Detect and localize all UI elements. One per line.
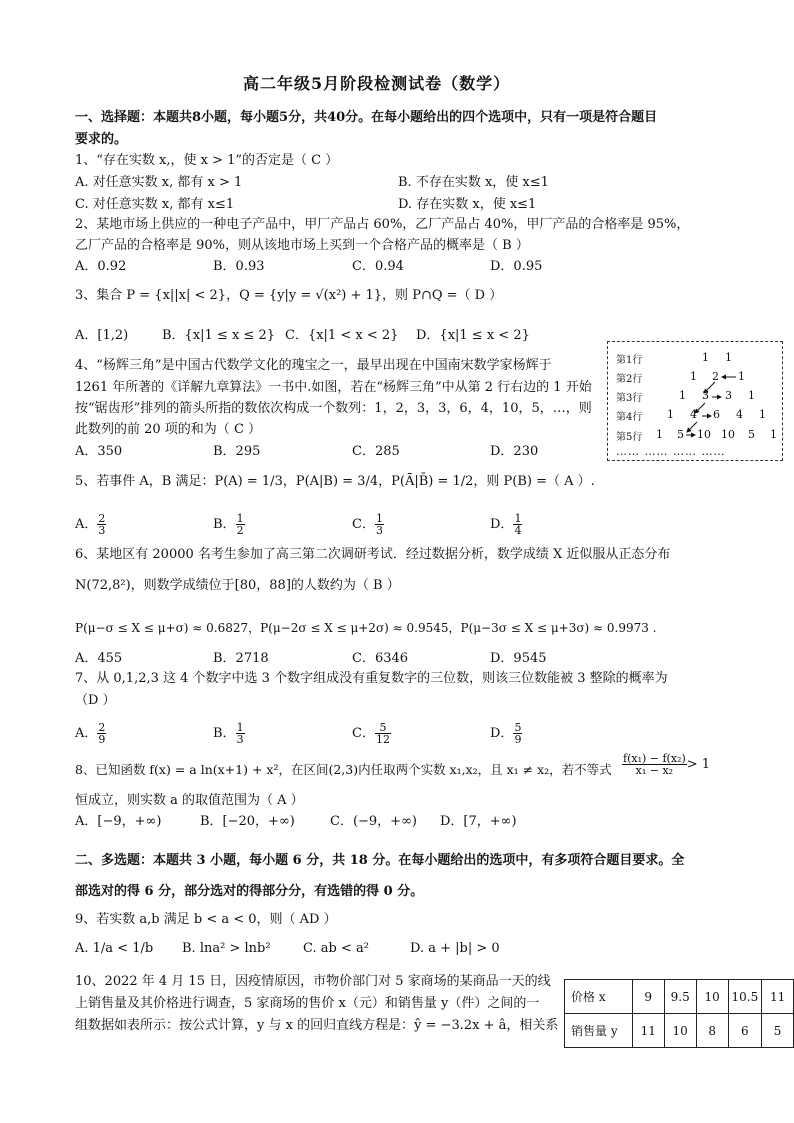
denominator: 3 [375,524,383,537]
q9-option-a: A. 1/a < 1/b [75,941,154,956]
q9-stem: 9、若实数 a,b 满足 b < a < 0，则（ AD ） [75,912,337,927]
q3-option-d: D．{x|1 ≤ x < 2} [416,328,530,343]
section2-heading-cont: 部选对的得 6 分，部分选对的得部分分，有选错的得 0 分。 [75,884,424,899]
q4-option-d: D．230 [490,444,539,459]
q5-stem: 5、若事件 A，B 满足：P(A) = 1/3，P(A|B) = 3/4，P(Ā|B̄) = 1/2，则 P(B) =（ A ）. [75,474,595,489]
row-label: 第1行 [616,355,643,366]
q8-option-b: B．[−20，+∞) [200,814,295,829]
triangle-cell: 1 [738,370,745,383]
q1-option-b: B. 不存在实数 x，使 x≤1 [398,175,549,190]
q3-stem: 3、集合 P = {x||x| < 2}，Q = {y|y = √(x²) + 1}，则 P∩Q =（ D ） [75,288,503,303]
triangle-cell: 1 [690,370,697,383]
option-label: B． [213,517,236,532]
option-label: D． [490,517,514,532]
q8-option-c: C．(−9，+∞) [330,814,417,829]
denominator: 4 [514,524,522,537]
triangle-cell: 5 [677,428,684,441]
fraction [375,722,391,745]
q6-stem-line1: 6、某地区有 20000 名考生参加了高三第二次调研考试．经过数据分析，数学成绩 X 近似服从正态分布 [75,547,671,562]
fraction [236,722,245,745]
q7-stem-line2: （D ） [75,693,116,708]
q3-option-c: C．{x|1 < x < 2} [285,328,399,343]
denominator: 9 [514,733,522,746]
denominator: 3 [98,524,106,537]
option-label: A． [75,726,98,741]
triangle-cell: 5 [748,428,755,441]
denominator: 9 [98,733,106,746]
q5-option-c [352,513,384,536]
triangle-cell: 10 [721,428,735,441]
table-cell: 11 [632,1014,664,1048]
triangle-cell: 1 [759,408,766,421]
denominator: 12 [375,733,390,746]
table-cell: 11 [762,980,794,1014]
table-cell: 10 [664,1014,696,1048]
triangle-cell: 4 [736,408,743,421]
q6-option-a: A．455 [75,651,123,666]
q5-option-d [490,513,522,536]
q1-option-d: D. 存在实数 x，使 x≤1 [398,197,537,212]
fraction [97,722,106,745]
q2-stem-line2: 乙厂产品的合格率是 90%，则从该地市场上买到一个合格产品的概率是（ B ） [75,238,529,253]
triangle-cell: 1 [667,408,674,421]
q2-stem-line1: 2、某地市场上供应的一种电子产品中，甲厂产品占 60%，乙厂产品占 40%，甲厂产品的合格率是 95%， [75,217,690,232]
triangle-cell: 4 [690,408,697,421]
q9-option-c: C. ab < a² [303,941,369,956]
option-label: D． [490,726,514,741]
q10-stem-line1: 10、2022 年 4 月 15 日，因疫情原因，市物价部门对 5 家商场的某商品一天的线 [75,974,551,989]
option-label: A． [75,517,98,532]
triangle-cell: 1 [702,351,709,364]
triangle-cell: 1 [748,389,755,402]
denominator: x₁ − x₂ [635,764,674,777]
numerator: 1 [236,512,244,525]
fraction [97,513,106,536]
q1-option-c: C. 对任意实数 x, 都有 x≤1 [75,197,235,212]
numerator: f(x₁) − f(x₂) [623,752,686,765]
q5-option-a [75,513,106,536]
page-title: 高二年级5月阶段检测试卷（数学） [243,74,511,93]
q10-stem-line2: 上销售量及其价格进行调查，5 家商场的售价 x（元）和销售量 y（件）之间的一 [75,996,540,1011]
table-cell: 10.5 [728,980,762,1014]
q4-stem-line4: 此数列的前 20 项的和为（ C ） [75,422,262,437]
table-cell: 5 [762,1014,794,1048]
option-label: C． [352,726,375,741]
q8-inequality [622,753,710,776]
row-label: 第2行 [616,374,643,385]
triangle-cell: 6 [713,408,720,421]
price-sales-table [564,979,794,1048]
q7-option-a [75,722,106,745]
q7-stem-line1: 7、从 0,1,2,3 这 4 个数字中选 3 个数字组成没有重复数字的三位数，则该三位数能被 3 整除的概率为 [75,671,668,686]
q6-option-d: D．9545 [490,651,547,666]
numerator: 2 [98,512,106,525]
price-header: 价格 x [565,980,633,1014]
row-label: 第3行 [616,393,643,404]
q8-option-a: A．[−9，+∞) [75,814,162,829]
table-cell: 8 [696,1014,728,1048]
fraction [236,513,245,536]
triangle-cell: 1 [770,428,777,441]
row-label: 第5行 [616,432,643,443]
triangle-cell: 10 [697,428,711,441]
triangle-cell: 1 [656,428,663,441]
q7-option-b [213,722,245,745]
q9-option-b: B. lna² > lnb² [182,941,271,956]
option-label: B． [213,726,236,741]
q5-option-b [213,513,245,536]
fraction [375,513,384,536]
q2-option-b: B．0.93 [213,259,265,274]
row-label: 第4行 [616,412,643,423]
q1-stem: 1、“存在实数 x,，使 x > 1”的否定是（ C ） [75,153,339,168]
section2-heading: 二、多选题：本题共 3 小题，每小题 6 分，共 18 分。在每小题给出的选项中，有多项符合题目要求。全 [75,853,685,868]
table-cell: 9.5 [664,980,696,1014]
triangle-cell: 1 [725,351,732,364]
q4-option-b: B．295 [213,444,261,459]
numerator: 2 [98,721,106,734]
section1-heading: 一、选择题：本题共8小题，每小题5分，共40分。在每小题给出的四个选项中，只有一项是符合题目 [75,110,658,125]
q2-option-a: A．0.92 [75,259,127,274]
table-cell: 6 [728,1014,762,1048]
numerator: 1 [375,512,383,525]
numerator: 1 [236,721,244,734]
option-label: C． [352,517,375,532]
sales-header: 销售量 y [565,1014,633,1048]
triangle-cell: 2 [712,370,719,383]
q4-stem-line3: 按“锯齿形”排列的箭头所指的数依次构成一个数列：1，2，3，3，6，4，10，5，…，则 [75,401,592,416]
q4-option-c: C．285 [352,444,400,459]
q4-stem-line1: 4、“杨辉三角”是中国古代数学文化的瑰宝之一，最早出现在中国南宋数学家杨辉于 [75,358,552,373]
q4-stem-line2: 1261 年所著的《详解九章算法》一书中.如图，若在“杨辉三角”中从第 2 行右边的 1 开始 [75,380,592,395]
q7-option-c [352,722,391,745]
triangle-cell: 3 [725,389,732,402]
difference-quotient [622,753,687,776]
q3-option-b: B．{x|1 ≤ x ≤ 2} [162,328,275,343]
denominator: 3 [236,733,244,746]
triangle-cell: 3 [702,389,709,402]
table-cell: 9 [632,980,664,1014]
fraction [513,722,522,745]
q8-stem-line2: 恒成立，则实数 a 的取值范围为（ A ） [75,793,304,808]
numerator: 5 [514,721,522,734]
q8-option-d: D．[7，+∞) [440,814,517,829]
q6-probability-note: P(μ−σ ≤ X ≤ μ+σ) ≈ 0.6827，P(μ−2σ ≤ X ≤ μ+2σ) ≈ 0.9545，P(μ−3σ ≤ X ≤ μ+3σ) ≈ 0.9973 . [75,621,657,635]
table-cell: 10 [696,980,728,1014]
q7-option-d [490,722,522,745]
q6-option-c: C．6346 [352,651,409,666]
q6-stem-line2: N(72,8²)，则数学成绩位于[80，88]的人数约为（ B ） [75,578,400,593]
q2-option-d: D．0.95 [490,259,543,274]
q4-option-a: A．350 [75,444,123,459]
inequality-rhs: > 1 [686,757,711,772]
yanghui-triangle-figure [607,341,783,461]
q8-stem-line1: 8、已知函数 f(x) = a ln(x+1) + x²，在区间(2,3)内任取两个实数 x₁,x₂，且 x₁ ≠ x₂，若不等式 [75,762,612,777]
numerator: 5 [375,722,391,734]
triangle-cell: 1 [679,389,686,402]
denominator: 2 [236,524,244,537]
table-row [565,1014,794,1048]
triangle-ellipsis: …… …… …… …… [616,445,726,458]
fraction [513,513,522,536]
q6-option-b: B．2718 [213,651,269,666]
q10-stem-line3: 组数据如表所示：按公式计算，y 与 x 的回归直线方程是：ŷ = −3.2x + â，相关系 [75,1018,559,1033]
numerator: 1 [514,512,522,525]
q1-option-a: A. 对任意实数 x, 都有 x > 1 [75,175,243,190]
table-row [565,980,794,1014]
q2-option-c: C．0.94 [352,259,404,274]
q3-option-a: A．[1,2) [75,328,129,343]
q9-option-d: D. a + |b| > 0 [410,941,500,956]
section1-heading-cont: 要求的。 [75,132,128,147]
